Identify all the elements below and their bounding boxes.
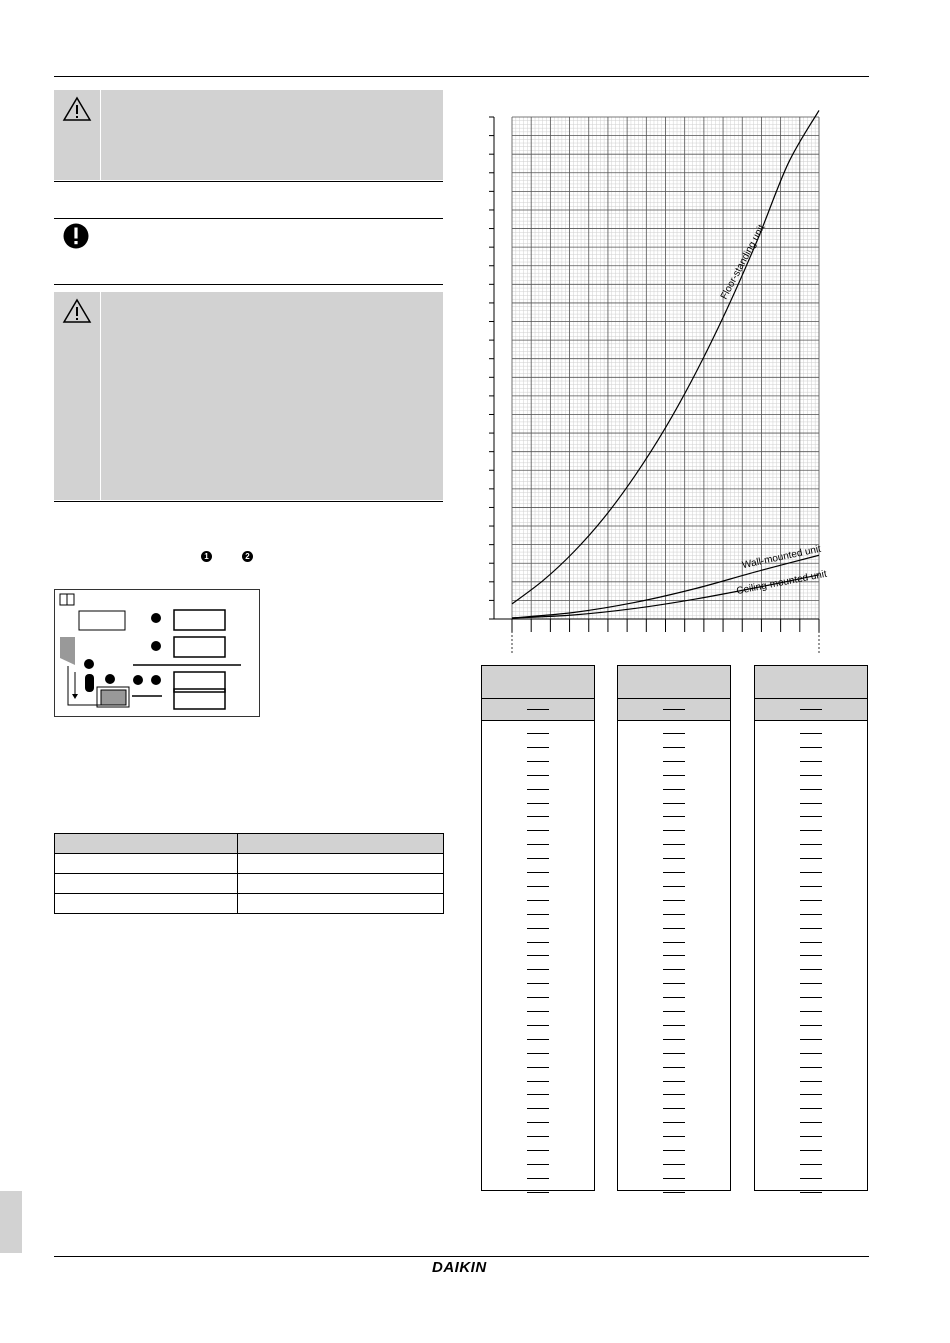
table-row	[55, 894, 444, 914]
warning-box	[54, 90, 443, 180]
column-tick	[527, 969, 549, 970]
refrigerant-label-illustration	[54, 589, 260, 717]
column-tick	[663, 733, 685, 734]
column-tick	[663, 1025, 685, 1026]
warning-icon-column	[54, 90, 101, 180]
table-header-cell	[238, 834, 444, 854]
column-tick	[800, 775, 822, 776]
warning-icon-column	[54, 292, 101, 500]
column-tick	[800, 928, 822, 929]
column-tick	[527, 1011, 549, 1012]
series-label: Floor-standing unit	[718, 223, 768, 302]
column-tick	[800, 1039, 822, 1040]
label-dot	[151, 641, 161, 651]
data-column-2	[617, 665, 731, 1191]
footer-rule	[54, 1256, 869, 1257]
column-tick	[800, 914, 822, 915]
column-tick	[800, 997, 822, 998]
label-field	[174, 610, 225, 630]
column-tick	[800, 803, 822, 804]
label-dot	[133, 675, 143, 685]
warning-icon	[62, 298, 92, 324]
column-subheader	[618, 699, 730, 721]
column-tick	[663, 1108, 685, 1109]
gray-square	[101, 690, 126, 705]
column-tick	[663, 803, 685, 804]
notice-icon-column	[54, 219, 100, 284]
column-tick	[800, 1192, 822, 1193]
column-tick	[663, 858, 685, 859]
data-column-3	[754, 665, 868, 1191]
specification-table	[54, 833, 444, 914]
warning-icon	[62, 96, 92, 122]
column-tick	[527, 830, 549, 831]
column-tick	[527, 789, 549, 790]
column-tick	[527, 942, 549, 943]
column-tick	[527, 858, 549, 859]
column-tick	[663, 872, 685, 873]
column-tick	[527, 733, 549, 734]
column-tick	[527, 1081, 549, 1082]
column-tick	[663, 997, 685, 998]
column-tick	[800, 733, 822, 734]
column-tick	[800, 1081, 822, 1082]
table-row	[55, 874, 444, 894]
column-tick	[663, 844, 685, 845]
column-tick	[800, 1011, 822, 1012]
side-tab	[0, 1191, 22, 1253]
table-cell	[238, 894, 444, 914]
column-tick	[800, 858, 822, 859]
column-tick	[527, 955, 549, 956]
column-tick	[663, 747, 685, 748]
column-tick	[527, 997, 549, 998]
table-header-cell	[55, 834, 238, 854]
column-tick	[800, 830, 822, 831]
label-dot	[105, 674, 115, 684]
column-tick	[800, 1094, 822, 1095]
column-tick	[800, 1053, 822, 1054]
column-tick	[527, 1094, 549, 1095]
column-tick	[527, 761, 549, 762]
column-tick	[800, 1025, 822, 1026]
column-tick	[663, 886, 685, 887]
column-tick	[663, 761, 685, 762]
table-cell	[55, 894, 238, 914]
column-tick	[663, 942, 685, 943]
column-tick	[663, 928, 685, 929]
label-field	[174, 637, 225, 657]
table-cell	[238, 874, 444, 894]
series-label: Ceiling-mounted unit	[735, 568, 828, 598]
series-label: Wall-mounted unit	[741, 543, 823, 572]
column-tick	[663, 1067, 685, 1068]
column-tick	[663, 969, 685, 970]
table-cell	[238, 854, 444, 874]
header-rule	[54, 76, 869, 77]
column-tick	[663, 1039, 685, 1040]
column-tick	[800, 1122, 822, 1123]
column-tick	[663, 1150, 685, 1151]
label-dot	[84, 659, 94, 669]
column-tick	[663, 1081, 685, 1082]
column-tick	[663, 1011, 685, 1012]
column-tick	[663, 830, 685, 831]
data-column-1	[481, 665, 595, 1191]
column-tick	[800, 1136, 822, 1137]
column-tick	[527, 1025, 549, 1026]
refrigerant-chart	[480, 105, 840, 655]
notice-box-bottom-rule	[54, 284, 443, 285]
column-tick	[527, 816, 549, 817]
label-dot	[151, 675, 161, 685]
column-tick	[527, 1108, 549, 1109]
column-tick	[663, 1178, 685, 1179]
column-tick	[663, 983, 685, 984]
column-tick	[527, 983, 549, 984]
column-tick	[527, 928, 549, 929]
label-triangle	[60, 637, 75, 665]
column-tick	[663, 1136, 685, 1137]
column-tick	[800, 844, 822, 845]
column-tick	[800, 955, 822, 956]
column-tick	[527, 1164, 549, 1165]
warning-box-bottom-rule	[54, 501, 443, 502]
column-tick	[800, 816, 822, 817]
column-tick	[527, 775, 549, 776]
column-tick	[800, 1067, 822, 1068]
column-header	[482, 666, 594, 699]
column-header	[755, 666, 867, 699]
column-tick	[800, 942, 822, 943]
warning-box	[54, 292, 443, 500]
column-tick	[527, 886, 549, 887]
column-tick	[800, 761, 822, 762]
column-tick	[527, 1122, 549, 1123]
table-row	[55, 854, 444, 874]
daikin-logo: DAIKIN	[432, 1259, 487, 1276]
label-field	[79, 611, 125, 630]
column-tick	[663, 1122, 685, 1123]
column-tick	[663, 789, 685, 790]
column-header	[618, 666, 730, 699]
column-tick	[527, 1053, 549, 1054]
column-subheader	[755, 699, 867, 721]
column-tick	[800, 886, 822, 887]
column-tick	[800, 872, 822, 873]
column-tick	[527, 1178, 549, 1179]
column-tick	[800, 969, 822, 970]
cylinder-icon	[85, 674, 94, 692]
column-subheader	[482, 699, 594, 721]
column-tick	[663, 816, 685, 817]
column-tick	[663, 1094, 685, 1095]
warning-box-bottom-rule	[54, 181, 443, 182]
column-tick	[527, 844, 549, 845]
step-marker-1: 1	[201, 551, 212, 562]
column-tick	[527, 1150, 549, 1151]
notice-box	[54, 219, 443, 284]
column-tick	[527, 1039, 549, 1040]
column-tick	[800, 1108, 822, 1109]
column-tick	[527, 803, 549, 804]
table-header-row	[55, 834, 444, 854]
column-tick	[527, 872, 549, 873]
column-tick	[527, 900, 549, 901]
column-tick	[663, 775, 685, 776]
column-tick	[800, 983, 822, 984]
column-tick	[800, 1164, 822, 1165]
column-tick	[527, 747, 549, 748]
column-tick	[527, 1136, 549, 1137]
column-tick	[663, 900, 685, 901]
column-tick	[800, 900, 822, 901]
column-tick	[663, 1164, 685, 1165]
step-marker-2: 2	[242, 551, 253, 562]
column-tick	[527, 1192, 549, 1193]
column-tick	[527, 1067, 549, 1068]
book-icon	[60, 594, 74, 605]
refrigerant-label-drawing	[55, 590, 259, 716]
table-cell	[55, 854, 238, 874]
column-tick	[800, 789, 822, 790]
label-dot	[151, 613, 161, 623]
column-tick	[800, 1150, 822, 1151]
column-tick	[663, 955, 685, 956]
table-cell	[55, 874, 238, 894]
column-tick	[800, 1178, 822, 1179]
column-tick	[800, 747, 822, 748]
notice-icon	[62, 222, 90, 250]
column-tick	[663, 1192, 685, 1193]
column-tick	[663, 914, 685, 915]
column-tick	[527, 914, 549, 915]
column-tick	[663, 1053, 685, 1054]
